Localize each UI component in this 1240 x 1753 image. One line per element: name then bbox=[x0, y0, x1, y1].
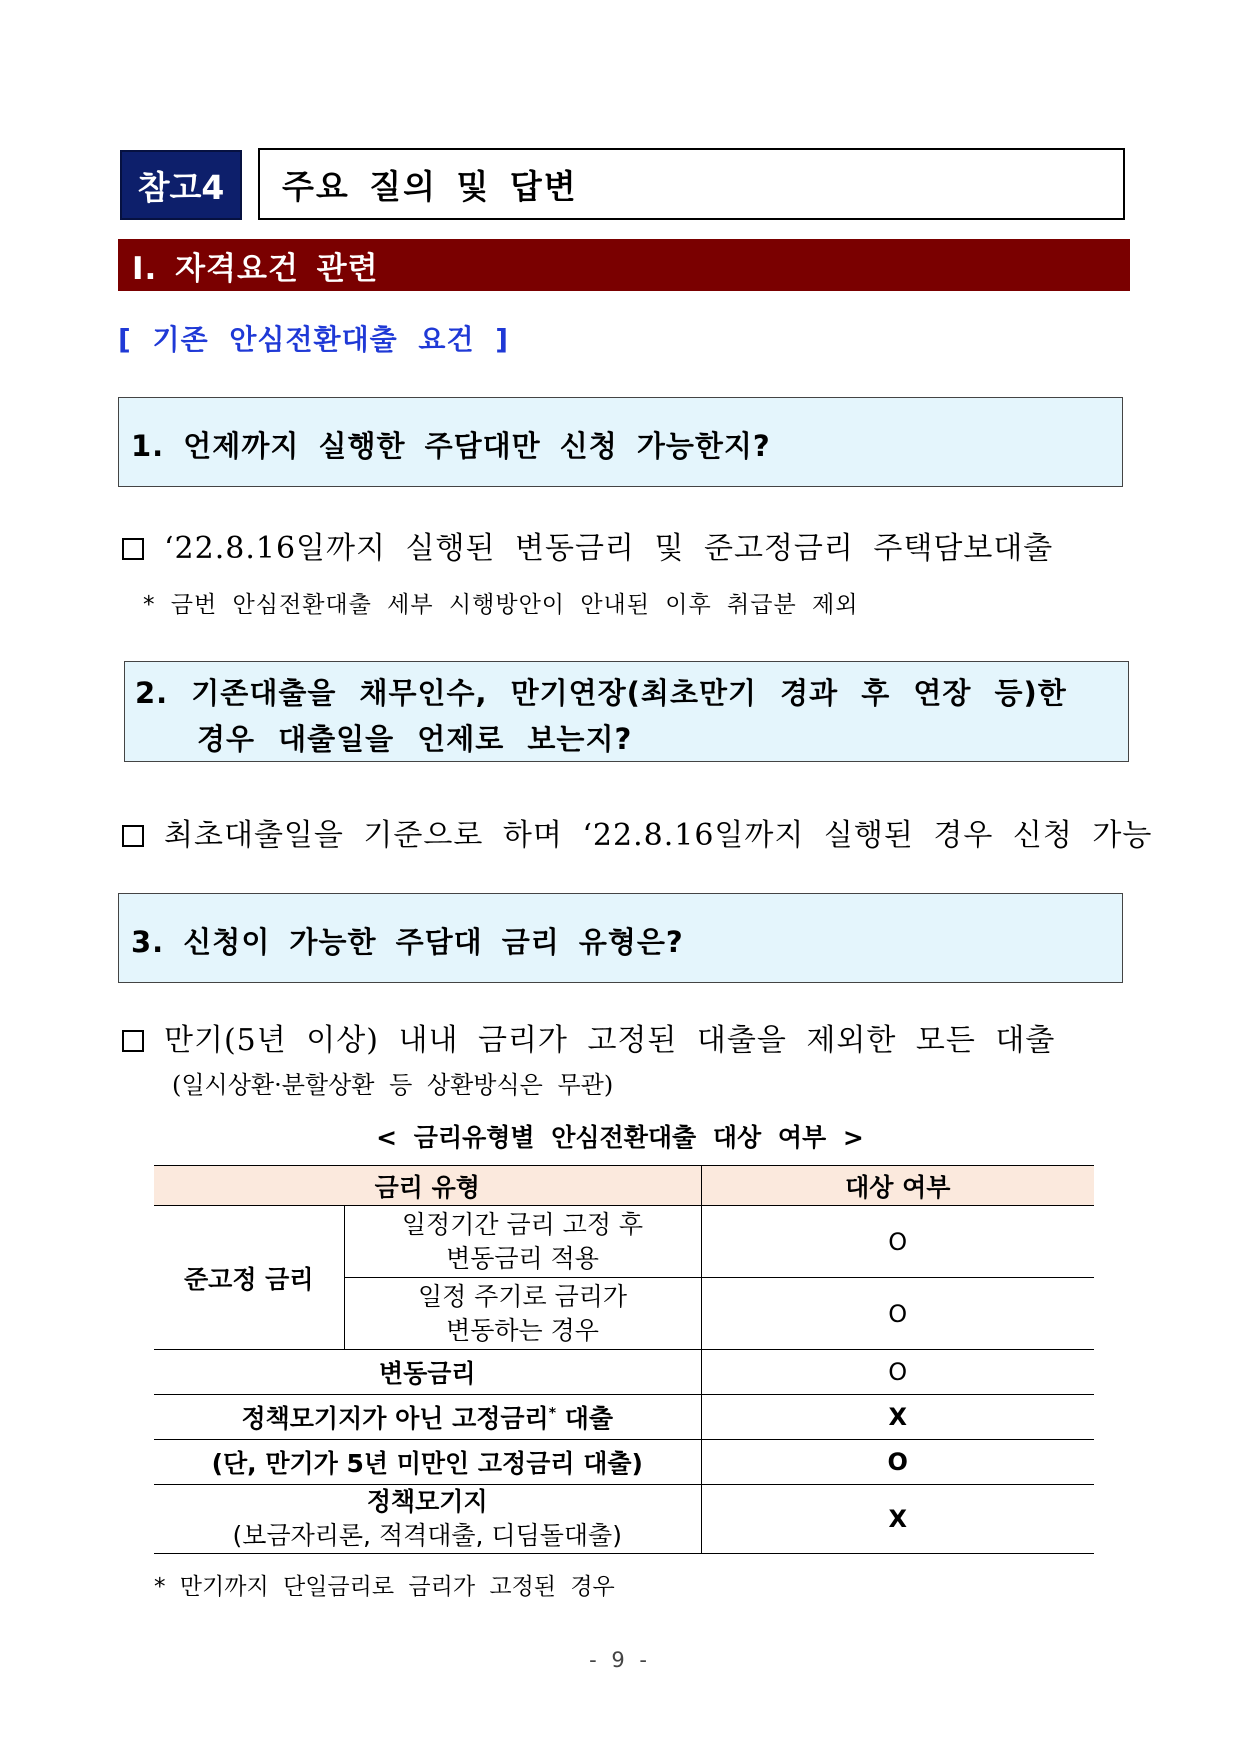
subtype-line: 변동하는 경우 bbox=[446, 1315, 599, 1345]
answer-3-subtext: (일시상환·분할상환 등 상환방식은 무관) bbox=[172, 1071, 614, 1099]
subtype-line: 변동금리 적용 bbox=[446, 1243, 599, 1273]
table-row bbox=[154, 1440, 1094, 1485]
question-2-line1: 2. 기존대출을 채무인수, 만기연장(최초만기 경과 후 연장 등)한 bbox=[135, 676, 1067, 710]
answer-3 bbox=[122, 1015, 1055, 1059]
semi-fixed-subtype-2 bbox=[344, 1278, 701, 1350]
table-footnote: * 만기까지 단일금리로 금리가 고정된 경우 bbox=[154, 1574, 615, 1600]
section-heading: Ⅰ. 자격요건 관련 bbox=[118, 239, 1130, 291]
column-header-rate-type: 금리 유형 bbox=[154, 1166, 701, 1206]
answer-2-text: 최초대출일을 기준으로 하며 ‘22.8.16일까지 실행된 경우 신청 가능 bbox=[164, 818, 1153, 853]
eligibility-mark: O bbox=[701, 1278, 1094, 1350]
table-row bbox=[154, 1485, 1094, 1554]
subsection-heading: [ 기존 안심전환대출 요건 ] bbox=[118, 323, 510, 356]
checkbox-bullet-icon bbox=[122, 538, 144, 560]
fixed-short-term-label: (단, 만기가 5년 미만인 고정금리 대출) bbox=[154, 1440, 701, 1485]
policy-line: (보금자리론, 적격대출, 디딤돌대출) bbox=[232, 1521, 622, 1550]
checkbox-bullet-icon bbox=[122, 1030, 144, 1052]
policy-mortgage-label bbox=[154, 1485, 701, 1554]
eligibility-mark: X bbox=[701, 1395, 1094, 1440]
fixed-non-policy-label bbox=[154, 1395, 701, 1440]
footnote-marker: * bbox=[548, 1405, 557, 1422]
variable-rate-label: 변동금리 bbox=[154, 1350, 701, 1395]
page-title: 주요 질의 및 답변 bbox=[258, 148, 1125, 220]
question-3 bbox=[118, 893, 1123, 983]
table-header-row bbox=[154, 1166, 1094, 1206]
eligibility-mark: O bbox=[701, 1440, 1094, 1485]
semi-fixed-subtype-1 bbox=[344, 1206, 701, 1278]
rate-type-table bbox=[154, 1165, 1094, 1554]
question-1 bbox=[118, 397, 1123, 487]
table-caption: < 금리유형별 안심전환대출 대상 여부 > bbox=[376, 1123, 864, 1152]
answer-1 bbox=[122, 523, 1053, 567]
eligibility-mark: X bbox=[701, 1485, 1094, 1554]
subtype-line: 일정기간 금리 고정 후 bbox=[401, 1209, 644, 1239]
policy-line: 정책모기지 bbox=[366, 1487, 488, 1516]
checkbox-bullet-icon bbox=[122, 825, 144, 847]
table-row bbox=[154, 1206, 1094, 1278]
answer-1-text: ‘22.8.16일까지 실행된 변동금리 및 준고정금리 주택담보대출 bbox=[164, 531, 1054, 566]
question-2 bbox=[124, 661, 1129, 762]
semi-fixed-label: 준고정 금리 bbox=[154, 1206, 344, 1350]
question-3-text: 3. 신청이 가능한 주담대 금리 유형은? bbox=[131, 925, 684, 959]
subtype-line: 일정 주기로 금리가 bbox=[417, 1281, 628, 1311]
question-1-text: 1. 언제까지 실행한 주담대만 신청 가능한지? bbox=[131, 429, 771, 463]
eligibility-mark: O bbox=[701, 1206, 1094, 1278]
answer-2 bbox=[122, 810, 1152, 854]
answer-1-note: * 금번 안심전환대출 세부 시행방안이 안내된 이후 취급분 제외 bbox=[143, 592, 859, 618]
fixed-label-tail: 대출 bbox=[556, 1404, 614, 1433]
reference-badge: 참고4 bbox=[120, 150, 242, 220]
eligibility-mark: O bbox=[701, 1350, 1094, 1395]
fixed-label-text: 정책모기지가 아닌 고정금리 bbox=[241, 1404, 549, 1433]
column-header-eligibility: 대상 여부 bbox=[701, 1166, 1094, 1206]
answer-3-text: 만기(5년 이상) 내내 금리가 고정된 대출을 제외한 모든 대출 bbox=[164, 1023, 1056, 1058]
page-number: - 9 - bbox=[589, 1648, 651, 1672]
question-2-line2: 경우 대출일을 언제로 보는지? bbox=[197, 722, 633, 756]
table-row bbox=[154, 1350, 1094, 1395]
table-row bbox=[154, 1395, 1094, 1440]
